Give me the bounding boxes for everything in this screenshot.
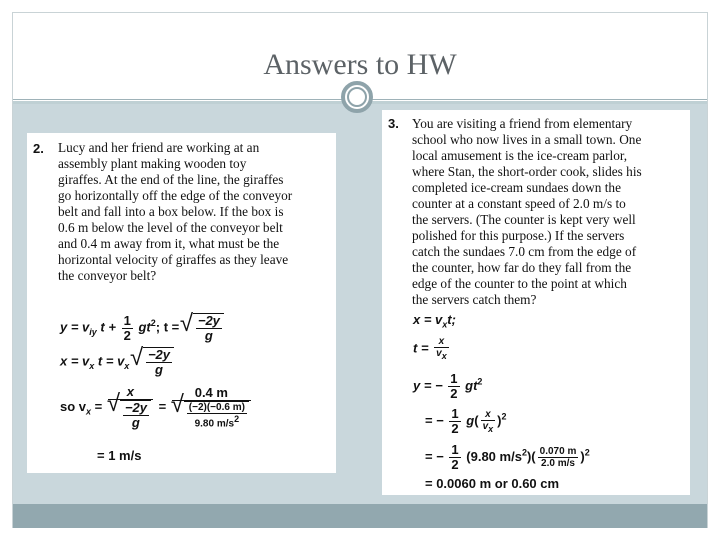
problem-text-line: 0.6 m below the level of the conveyor belt <box>58 220 283 235</box>
problem-text-line: where Stan, the short-order cook, slides his <box>412 164 642 179</box>
footer-bar <box>13 504 707 528</box>
problem-text-line: completed ice-cream sundaes down the <box>412 180 621 195</box>
problem-text-line: assembly plant making wooden toy <box>58 156 247 171</box>
problem-text-line: school who now lives in a small town. One <box>412 132 642 147</box>
problem-text-line: belt and fall into a box below. If the box is <box>58 204 284 219</box>
problem-text-line: counter at a constant speed of 2.0 m/s to <box>412 196 626 211</box>
equation-2: t = $\frac{x}{v_x}$ <box>413 336 447 361</box>
problem-number: 2. <box>33 141 44 156</box>
problem-2-result: = 1 m/s <box>97 448 142 463</box>
problem-text <box>412 116 642 308</box>
problem-text-line: the counter, how far do they fall from the <box>412 260 632 275</box>
equation-3: so $v_x$ = x √ $\frac{-2y}{g}$ = 0.4 m √ $\frac{(-2)(-0.6 m)}{9.80 m/s^2}$ <box>60 385 253 430</box>
ring-ornament-icon <box>341 81 373 113</box>
problem-text-line: edge of the counter to the point at which <box>412 276 627 291</box>
equation-4: = − $\frac{1}{2}$ g( $\frac{x}{v_x}$ )$^2$ <box>425 406 507 436</box>
problem-text-line: the conveyor belt? <box>58 268 157 283</box>
problem-text-line: polished for this purpose.) If the servers <box>412 228 625 243</box>
problem-text-line: and 0.4 m away from it, what must be the <box>58 236 280 251</box>
problem-text <box>58 140 292 284</box>
problem-3-result: = 0.0060 m or 0.60 cm <box>425 476 560 491</box>
problem-text-line: giraffes. At the end of the line, the giraffes <box>58 172 284 187</box>
problem-3-panel <box>382 110 690 495</box>
problem-text-line: the servers. (The counter is kept very well <box>412 212 636 227</box>
problem-text-line: go horizontally off the edge of the conveyor <box>58 188 293 203</box>
problem-text-line: horizontal velocity of giraffes as they leave <box>58 252 289 267</box>
equation-1: $x = v_xt$; <box>413 312 456 330</box>
problem-2-panel <box>27 133 336 473</box>
problem-text-line: Lucy and her friend are working at an <box>58 140 260 155</box>
slide-title: Answers to HW <box>263 48 457 81</box>
problem-text-line: You are visiting a friend from elementary <box>412 116 633 131</box>
equation-2: $x = v_x$ $t = v_x$ √ $\frac{-2y}{g}$ <box>60 347 174 377</box>
equation-3: y = − $\frac{1}{2}$ $gt^2$ <box>413 371 483 401</box>
equation-1: $y = v_{iy}$ t + $\frac{1}{2}$ $gt^2$; t = √ $\frac{-2y}{g}$ <box>60 313 224 343</box>
problem-text-line: the servers catch them? <box>412 292 537 307</box>
problem-number: 3. <box>388 116 399 131</box>
problem-text-line: local amusement is the ice-cream parlor, <box>412 148 628 163</box>
equation-5: = − $\frac{1}{2}$ (9.80 $m/s^2$)( $\frac{0.070 m}{2.0 m/s}$ )$^2$ <box>425 442 590 472</box>
problem-text-line: catch the sundaes 7.0 cm from the edge of <box>412 244 637 259</box>
